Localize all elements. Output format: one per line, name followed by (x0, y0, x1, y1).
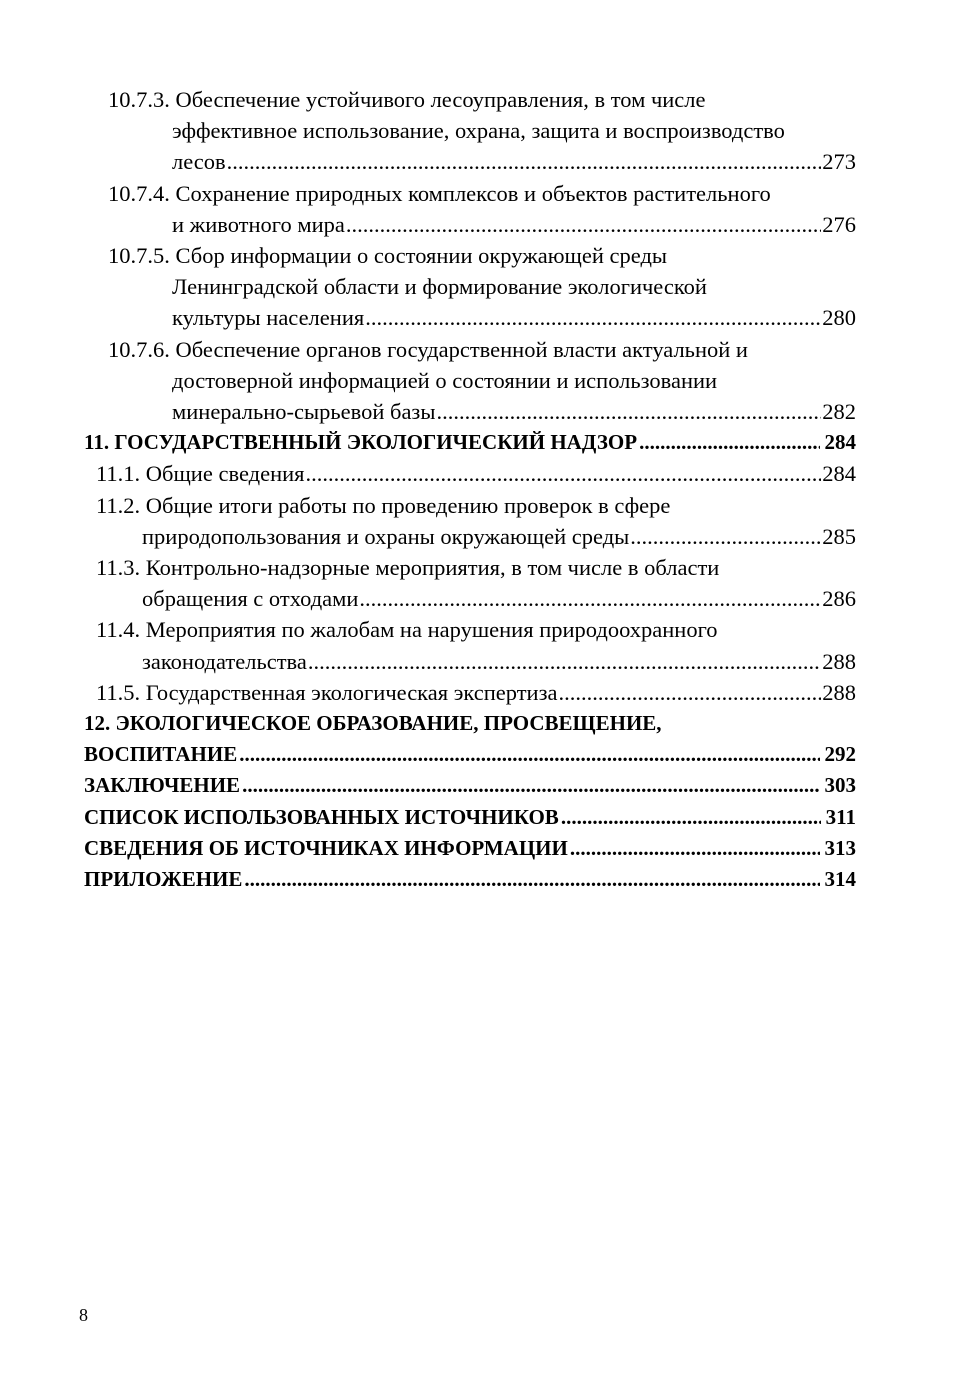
toc-entry-title: 11. ГОСУДАРСТВЕННЫЙ ЭКОЛОГИЧЕСКИЙ НАДЗОР (84, 430, 638, 455)
toc-entry-text: 10.7.6. Обеспечение органов государственной власти актуальной и (108, 336, 748, 362)
dot-leader (639, 427, 819, 458)
toc-entry[interactable] (84, 427, 856, 458)
toc-entry-text: 11.2. Общие итоги работы по проведению проверок в сфере (96, 492, 671, 518)
toc-entry-title: ВОСПИТАНИЕ (84, 742, 238, 767)
toc-page-number: 314 (824, 867, 856, 892)
toc-entry-title: лесов (172, 149, 226, 175)
toc-entry-text: 12. ЭКОЛОГИЧЕСКОЕ ОБРАЗОВАНИЕ, ПРОСВЕЩЕНИЕ, (84, 711, 662, 736)
toc-entry[interactable] (84, 677, 856, 708)
toc-page-number: 303 (824, 773, 856, 798)
dot-leader (227, 146, 822, 177)
toc-entry-text: достоверной информацией о состоянии и использовании (172, 367, 718, 393)
toc-entry[interactable] (84, 833, 856, 864)
toc-entry[interactable] (84, 864, 856, 895)
dot-leader (346, 209, 821, 240)
dot-leader (308, 646, 821, 677)
toc-page-number: 286 (822, 586, 856, 612)
toc-entry[interactable] (84, 178, 856, 240)
toc-entry-title: и животного мира (172, 211, 345, 237)
toc-entry[interactable] (84, 708, 856, 770)
toc-page-number: 280 (822, 305, 856, 331)
toc-entry[interactable] (84, 240, 856, 334)
toc-entry-text: 11.4. Мероприятия по жалобам на нарушения природоохранного (96, 617, 718, 643)
toc-page-number: 276 (822, 211, 856, 237)
toc-page-number: 292 (824, 742, 856, 767)
toc-entry-title: СПИСОК ИСПОЛЬЗОВАННЫХ ИСТОЧНИКОВ (84, 804, 559, 829)
toc-entry[interactable] (84, 490, 856, 552)
toc-entry[interactable] (84, 770, 856, 801)
dot-leader (242, 770, 819, 801)
toc-entry-title: 11.1. Общие сведения (96, 461, 305, 487)
toc-page-number: 288 (822, 648, 856, 674)
toc-entry-title: культуры населения (172, 305, 365, 331)
toc-page-number: 284 (824, 430, 856, 455)
toc-entry[interactable] (84, 84, 856, 178)
dot-leader (239, 739, 819, 770)
toc-entry-title: ПРИЛОЖЕНИЕ (84, 867, 243, 892)
toc-page-number: 285 (822, 523, 856, 549)
dot-leader (244, 864, 819, 895)
toc-entry-text: 10.7.4. Сохранение природных комплексов и объектов растительного (108, 180, 771, 206)
toc-page-number: 273 (822, 149, 856, 175)
toc-page-number: 311 (825, 804, 856, 829)
table-of-contents (84, 84, 856, 895)
toc-entry-title: природопользования и охраны окружающей среды (142, 523, 630, 549)
toc-entry-title: обращения с отходами (142, 586, 359, 612)
toc-page-number: 313 (824, 835, 856, 860)
dot-leader (558, 677, 821, 708)
dot-leader (365, 302, 821, 333)
toc-entry-text: 10.7.5. Сбор информации о состоянии окружающей среды (108, 243, 668, 269)
dot-leader (630, 521, 821, 552)
toc-entry-title: ЗАКЛЮЧЕНИЕ (84, 773, 241, 798)
toc-entry-text: 11.3. Контрольно-надзорные мероприятия, в том числе в области (96, 555, 720, 581)
toc-entry-text: эффективное использование, охрана, защита и воспроизводство (172, 118, 785, 144)
toc-page-number: 284 (822, 461, 856, 487)
toc-entry[interactable] (84, 552, 856, 614)
page-number: 8 (79, 1305, 88, 1325)
dot-leader (359, 583, 821, 614)
dot-leader (436, 396, 821, 427)
dot-leader (306, 458, 822, 489)
toc-page-number: 288 (822, 679, 856, 705)
toc-entry-title: законодательства (142, 648, 307, 674)
toc-entry[interactable] (84, 802, 856, 833)
toc-entry[interactable] (84, 334, 856, 428)
toc-page-number: 282 (822, 399, 856, 425)
toc-entry[interactable] (84, 458, 856, 489)
toc-entry-text: 10.7.3. Обеспечение устойчивого лесоуправления, в том числе (108, 87, 706, 112)
dot-leader (561, 802, 821, 833)
toc-entry-title: 11.5. Государственная экологическая экспертиза (96, 679, 558, 705)
toc-entry-title: минерально-сырьевой базы (172, 399, 436, 425)
toc-entry-title: СВЕДЕНИЯ ОБ ИСТОЧНИКАХ ИНФОРМАЦИИ (84, 835, 568, 860)
toc-entry-text: Ленинградской области и формирование экологической (172, 274, 707, 300)
toc-entry[interactable] (84, 614, 856, 676)
dot-leader (570, 833, 820, 864)
